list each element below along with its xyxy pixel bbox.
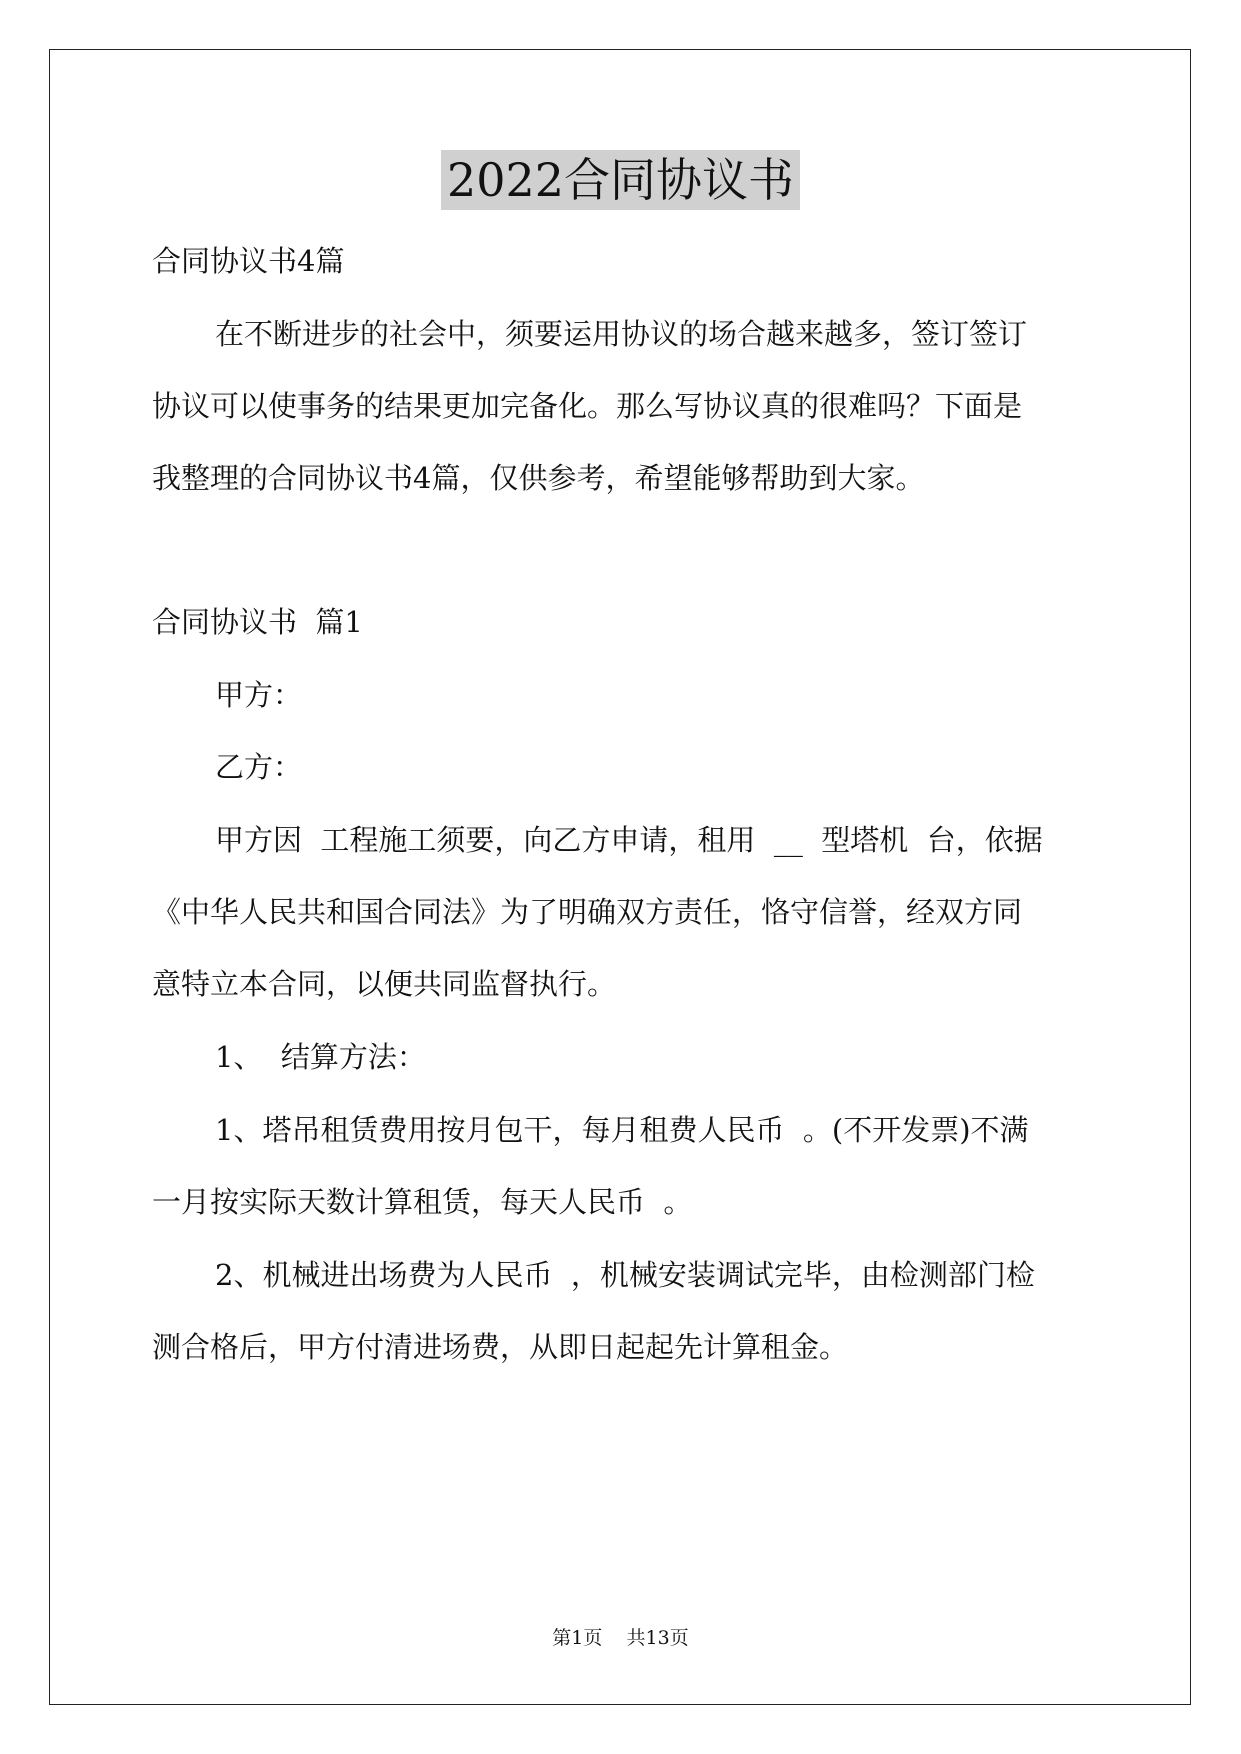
intro-line-3: 我整理的合同协议书4篇，仅供参考，希望能够帮助到大家。	[152, 461, 925, 495]
page-border	[49, 49, 1191, 1705]
party-b-label: 乙方：	[215, 750, 303, 784]
intro-line-2: 协议可以使事务的结果更加完备化。那么写协议真的很难吗？下面是	[152, 389, 1023, 423]
intro-line-1: 在不断进步的社会中，须要运用协议的场合越来越多，签订签订	[215, 317, 1028, 351]
title-container	[0, 150, 1241, 210]
clause-heading: 1、 结算方法：	[215, 1040, 426, 1074]
item1-line-1: 1、塔吊租赁费用按月包干，每月租费人民币 。(不开发票)不满	[215, 1113, 1029, 1147]
document-title: 2022合同协议书	[441, 150, 800, 210]
section-heading: 合同协议书 篇1	[152, 605, 363, 639]
document-subtitle: 合同协议书4篇	[152, 244, 345, 278]
body-line-3: 意特立本合同，以便共同监督执行。	[152, 967, 617, 1001]
body-line-1: 甲方因 工程施工须要，向乙方申请，租用 __ 型塔机 台，依据	[215, 823, 1043, 857]
page-number-footer: 第1页 共13页	[552, 1627, 689, 1649]
body-line-2: 《中华人民共和国合同法》为了明确双方责任，恪守信誉，经双方同	[152, 895, 1023, 929]
item2-line-1: 2、机械进出场费为人民币 ，机械安装调试完毕，由检测部门检	[215, 1258, 1035, 1292]
item1-line-2: 一月按实际天数计算租赁，每天人民币 。	[152, 1185, 693, 1219]
item2-line-2: 测合格后，甲方付清进场费，从即日起起先计算租金。	[152, 1330, 849, 1364]
party-a-label: 甲方：	[215, 678, 303, 712]
